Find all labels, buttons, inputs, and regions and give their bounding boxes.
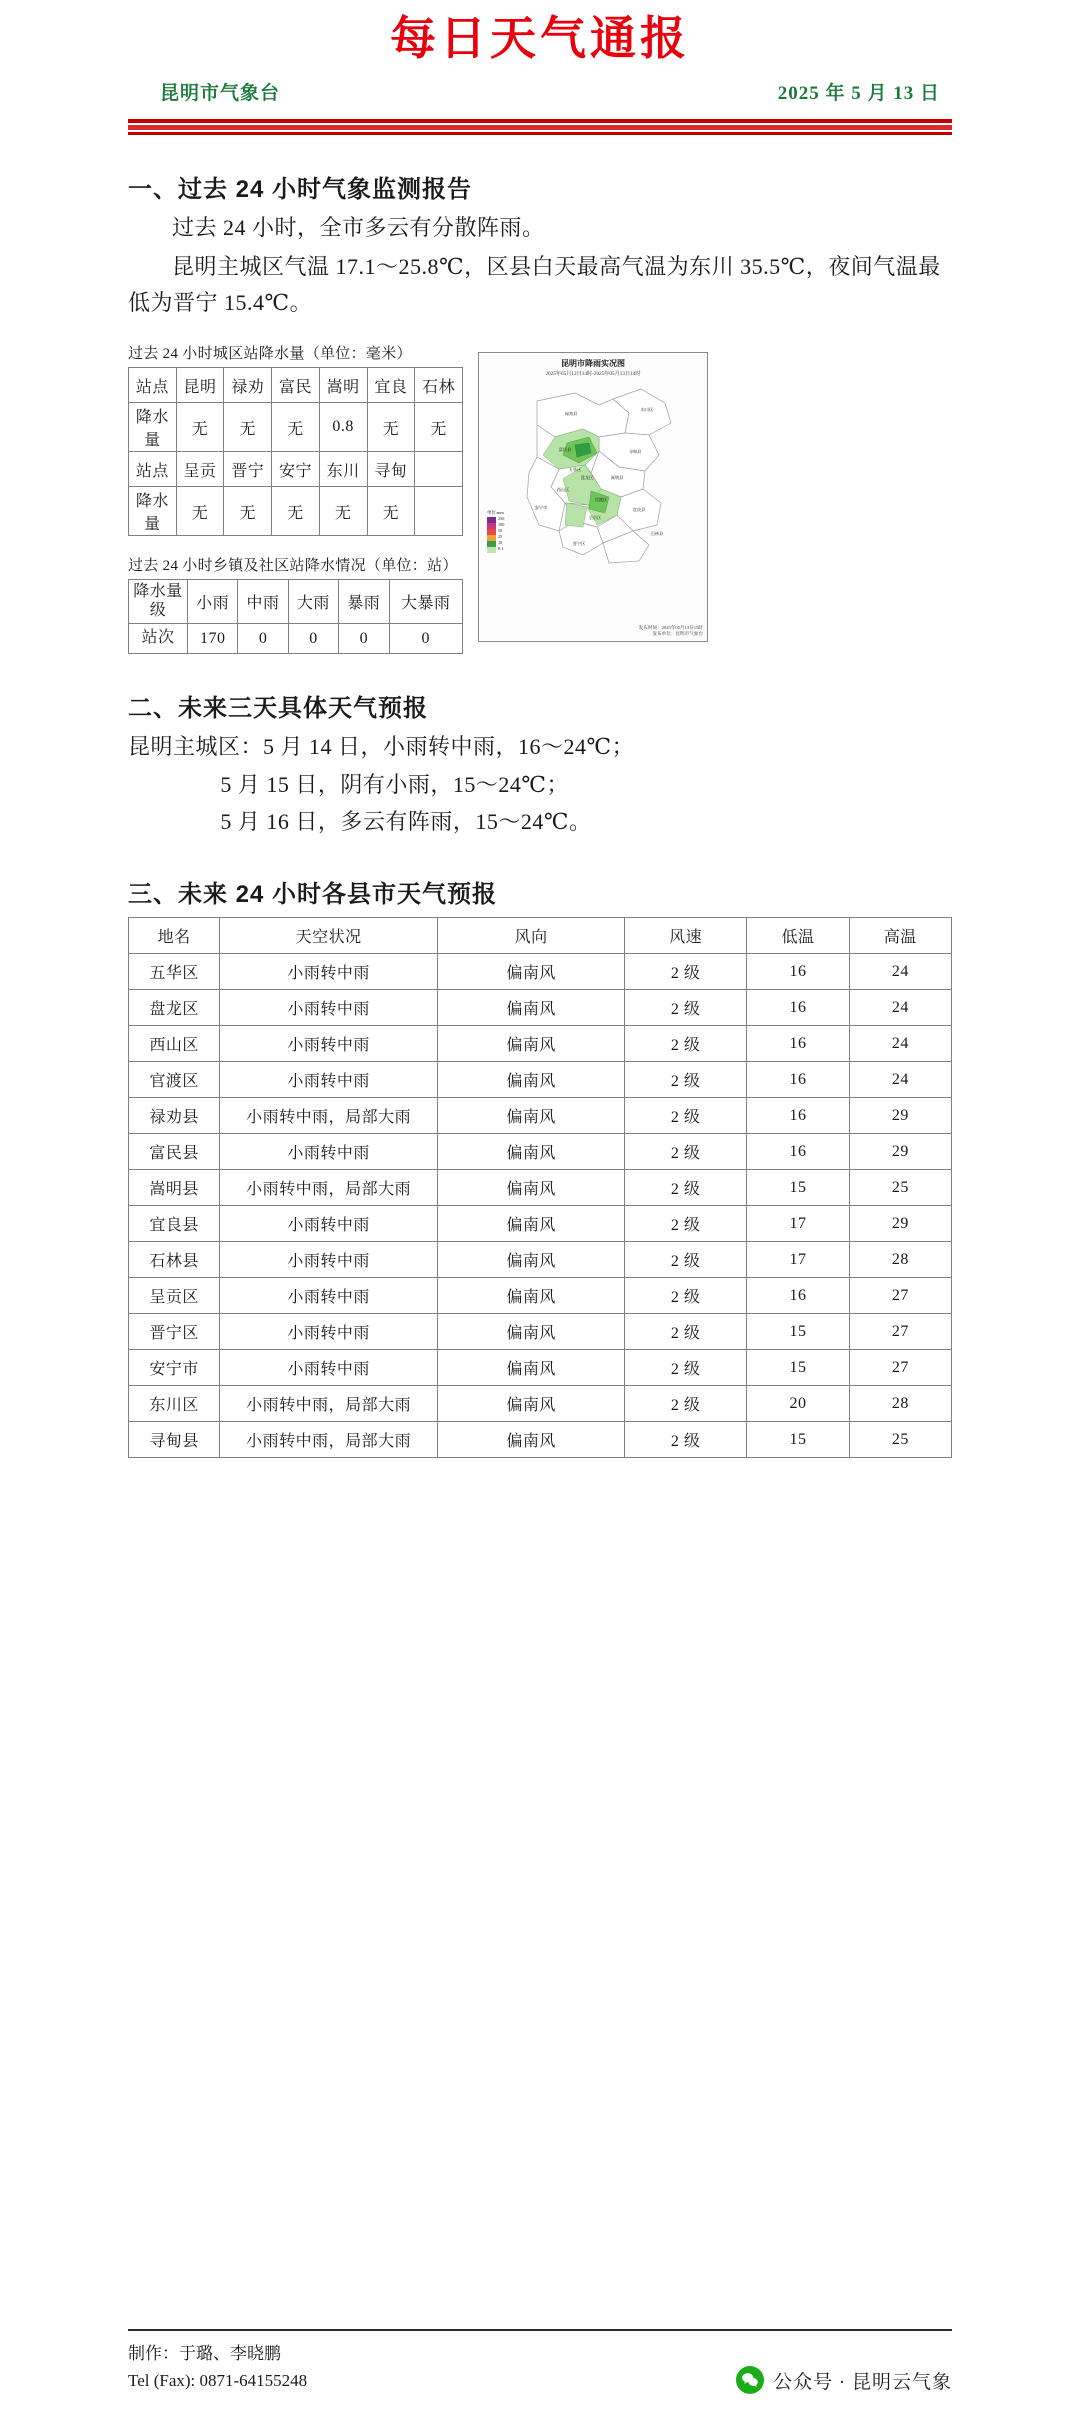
cell-high-temp: 29 (849, 1098, 951, 1134)
cell: 无 (176, 487, 224, 536)
cell-low-temp: 17 (747, 1206, 849, 1242)
cell: 站点 (129, 452, 177, 487)
cell: 小雨 (188, 580, 238, 624)
cell-wind-direction: 偏南风 (438, 1386, 625, 1422)
cell-low-temp: 16 (747, 1062, 849, 1098)
cell-name: 东川区 (129, 1386, 220, 1422)
table-row (129, 452, 463, 487)
legend-tick: 100 (498, 522, 505, 528)
cell-sky: 小雨转中雨 (220, 1278, 438, 1314)
cell-wind-direction: 偏南风 (438, 1314, 625, 1350)
cell-wind-speed: 2 级 (624, 1134, 746, 1170)
cell-sky: 小雨转中雨 (220, 1314, 438, 1350)
table-row (129, 1386, 952, 1422)
cell-low-temp: 15 (747, 1314, 849, 1350)
legend-tick: 25 (498, 534, 503, 540)
cell-low-temp: 16 (747, 990, 849, 1026)
cell-low-temp: 15 (747, 1170, 849, 1206)
map-label: 西山区 (556, 487, 570, 493)
page-footer (128, 2329, 952, 2394)
cell-name: 晋宁区 (129, 1314, 220, 1350)
cell-name: 富民县 (129, 1134, 220, 1170)
map-footer (639, 625, 703, 639)
forecast-line-day2: 5 月 15 日，阴有小雨，15～24℃； (220, 771, 570, 797)
cell-wind-direction: 偏南风 (438, 1422, 625, 1458)
cell-high-temp: 24 (849, 954, 951, 990)
cell-low-temp: 16 (747, 1026, 849, 1062)
cell-wind-direction: 偏南风 (438, 1062, 625, 1098)
cell-low-temp: 20 (747, 1386, 849, 1422)
table-row (129, 954, 952, 990)
cell-wind-speed: 2 级 (624, 1422, 746, 1458)
precipitation-table (128, 367, 463, 536)
cell-wind-speed: 2 级 (624, 1170, 746, 1206)
section-1-data-row (128, 324, 952, 654)
table-row (129, 1134, 952, 1170)
cell-high-temp: 25 (849, 1170, 951, 1206)
map-label: 呈贡区 (588, 515, 602, 521)
footer-divider (128, 2329, 952, 2331)
legend-title: 单位:mm (487, 510, 504, 516)
table-row (129, 487, 463, 536)
cell-name: 五华区 (129, 954, 220, 990)
section-1-heading: 一、过去 24 小时气象监测报告 (128, 175, 473, 203)
cell: 无 (272, 487, 320, 536)
table-row (129, 990, 952, 1026)
cell-low-temp: 17 (747, 1242, 849, 1278)
cell: 呈贡 (176, 452, 224, 487)
cell: 安宁 (272, 452, 320, 487)
map-title: 昆明市降雨实况图 (561, 359, 625, 369)
header-subline (0, 68, 1080, 105)
cell-wind-speed: 2 级 (624, 954, 746, 990)
cell: 无 (176, 403, 224, 452)
legend-tick: 250 (498, 516, 505, 522)
cell-wind-direction: 偏南风 (438, 1278, 625, 1314)
cell-high-temp: 29 (849, 1134, 951, 1170)
cell: 无 (367, 403, 415, 452)
cell-high-temp: 28 (849, 1386, 951, 1422)
cell-sky: 小雨转中雨 (220, 990, 438, 1026)
cell: 昆明 (176, 368, 224, 403)
table-row (129, 1026, 952, 1062)
cell-sky: 小雨转中雨，局部大雨 (220, 1170, 438, 1206)
legend-tick: 50 (498, 528, 503, 534)
cell-wind-speed: 2 级 (624, 1278, 746, 1314)
cell: 无 (319, 487, 367, 536)
header-divider (128, 119, 952, 135)
cell-wind-speed: 2 级 (624, 1314, 746, 1350)
map-label: 五华区 (568, 467, 582, 473)
cell: 0 (238, 624, 288, 654)
cell-sky: 小雨转中雨 (220, 1242, 438, 1278)
cell: 嵩明 (319, 368, 367, 403)
forecast-line-day3: 5 月 16 日，多云有阵雨，15～24℃。 (220, 809, 592, 835)
cell: 大暴雨 (389, 580, 463, 624)
table-row (129, 1062, 952, 1098)
cell: 暴雨 (339, 580, 389, 624)
cell-low-temp: 16 (747, 1278, 849, 1314)
cell: 0.8 (319, 403, 367, 452)
cell-sky: 小雨转中雨 (220, 1134, 438, 1170)
map-label: 盘龙区 (580, 475, 594, 481)
column-header-low-temp: 低温 (747, 918, 849, 954)
cell-wind-speed: 2 级 (624, 1242, 746, 1278)
cell-high-temp: 27 (849, 1278, 951, 1314)
map-label: 东川区 (640, 407, 654, 413)
cell (415, 452, 463, 487)
cell: 大雨 (288, 580, 338, 624)
cell: 无 (367, 487, 415, 536)
map-label: 官渡区 (594, 497, 608, 503)
cell-wind-direction: 偏南风 (438, 1098, 625, 1134)
cell: 无 (415, 403, 463, 452)
grade-table-caption: 过去 24 小时乡镇及社区站降水情况（单位：站） (128, 558, 458, 575)
table-row (129, 1242, 952, 1278)
map-issue-unit: 发布单位：昆明市气象台 (652, 631, 703, 637)
cell (415, 487, 463, 536)
cell-wind-direction: 偏南风 (438, 954, 625, 990)
column-header-wind-direction: 风向 (438, 918, 625, 954)
cell-name: 宜良县 (129, 1206, 220, 1242)
cell: 降水量级 (129, 580, 188, 624)
table-row (129, 1422, 952, 1458)
column-header-sky: 天空状况 (220, 918, 438, 954)
cell-wind-direction: 偏南风 (438, 1134, 625, 1170)
map-label: 富民县 (558, 447, 572, 453)
table-row (129, 580, 463, 624)
cell: 站点 (129, 368, 177, 403)
cell-low-temp: 16 (747, 1134, 849, 1170)
cell: 170 (188, 624, 238, 654)
map-subtitle: 2025年05月12日14时-2025年05月13日14时 (545, 371, 641, 378)
cell-wind-speed: 2 级 (624, 1206, 746, 1242)
cell-sky: 小雨转中雨，局部大雨 (220, 1386, 438, 1422)
table-row (129, 368, 463, 403)
cell-high-temp: 24 (849, 990, 951, 1026)
cell: 禄劝 (224, 368, 272, 403)
rain-grade-table (128, 579, 463, 654)
cell-wind-speed: 2 级 (624, 1026, 746, 1062)
map-label: 石林县 (650, 531, 664, 537)
section-1-para-1: 过去 24 小时，全市多云有分散阵雨。 (172, 214, 545, 240)
cell-wind-direction: 偏南风 (438, 1350, 625, 1386)
cell-wind-speed: 2 级 (624, 990, 746, 1026)
map-label: 禄劝县 (564, 411, 578, 417)
footer-producer: 制作：于璐、李晓鹏 (128, 2344, 281, 2364)
issuer-label: 昆明市气象台 (160, 82, 281, 104)
cell-low-temp: 15 (747, 1350, 849, 1386)
section-3-heading: 三、未来 24 小时各县市天气预报 (128, 881, 498, 909)
cell-high-temp: 29 (849, 1206, 951, 1242)
map-label: 宜良县 (632, 507, 646, 513)
cell: 寻甸 (367, 452, 415, 487)
county-forecast-body (129, 954, 952, 1458)
cell-wind-speed: 2 级 (624, 1098, 746, 1134)
precip-table-caption: 过去 24 小时城区站降水量（单位：毫米） (128, 346, 412, 363)
issue-date: 2025 年 5 月 13 日 (777, 82, 940, 104)
cell-wind-speed: 2 级 (624, 1062, 746, 1098)
cell: 0 (389, 624, 463, 654)
column-header-high-temp: 高温 (849, 918, 951, 954)
table-row (129, 1170, 952, 1206)
cell-high-temp: 27 (849, 1350, 951, 1386)
forecast-line-day1: 昆明主城区：5 月 14 日，小雨转中雨，16～24℃； (128, 734, 635, 760)
cell: 0 (339, 624, 389, 654)
county-forecast-table (128, 917, 952, 1458)
cell: 宜良 (367, 368, 415, 403)
legend-tick: 10 (498, 540, 503, 546)
table-row (129, 1206, 952, 1242)
wechat-label: 公众号 · 昆明云气象 (773, 2371, 952, 2393)
wechat-icon (736, 2366, 764, 2394)
cell-high-temp: 25 (849, 1422, 951, 1458)
cell-high-temp: 24 (849, 1026, 951, 1062)
map-label: 嵩明县 (610, 475, 624, 481)
cell-sky: 小雨转中雨 (220, 1026, 438, 1062)
section-2-heading: 二、未来三天具体天气预报 (128, 695, 428, 723)
cell-wind-direction: 偏南风 (438, 1206, 625, 1242)
cell-wind-speed: 2 级 (624, 1386, 746, 1422)
cell-name: 安宁市 (129, 1350, 220, 1386)
section-1-para-2: 昆明主城区气温 17.1～25.8℃，区县白天最高气温为东川 35.5℃，夜间气温最低为晋宁 15.4℃。 (128, 254, 941, 315)
page-title: 每日天气通报 (390, 12, 690, 64)
cell-low-temp: 16 (747, 954, 849, 990)
cell-sky: 小雨转中雨 (220, 954, 438, 990)
rainfall-map (478, 352, 708, 642)
cell: 降水量 (129, 403, 177, 452)
map-legend (487, 510, 547, 553)
map-label: 晋宁区 (572, 541, 586, 547)
cell-name: 盘龙区 (129, 990, 220, 1026)
cell: 无 (224, 487, 272, 536)
column-header-name: 地名 (129, 918, 220, 954)
table-row (129, 624, 463, 654)
cell: 东川 (319, 452, 367, 487)
wechat-glyph (741, 2371, 759, 2389)
wechat-account[interactable] (736, 2366, 952, 2394)
cell-wind-direction: 偏南风 (438, 990, 625, 1026)
footer-credits (128, 2341, 307, 2394)
cell-high-temp: 28 (849, 1242, 951, 1278)
cell: 站次 (129, 624, 188, 654)
cell-name: 嵩明县 (129, 1170, 220, 1206)
section-1-tables (128, 324, 468, 654)
table-row (129, 1278, 952, 1314)
cell: 0 (288, 624, 338, 654)
cell: 无 (224, 403, 272, 452)
cell-sky: 小雨转中雨，局部大雨 (220, 1098, 438, 1134)
table-row (129, 1314, 952, 1350)
cell-wind-speed: 2 级 (624, 1350, 746, 1386)
cell-name: 西山区 (129, 1026, 220, 1062)
cell-low-temp: 16 (747, 1098, 849, 1134)
legend-color-bar (487, 516, 505, 553)
cell: 石林 (415, 368, 463, 403)
table-row (129, 1350, 952, 1386)
cell-high-temp: 27 (849, 1314, 951, 1350)
column-header-wind-speed: 风速 (624, 918, 746, 954)
cell-sky: 小雨转中雨 (220, 1062, 438, 1098)
cell-name: 禄劝县 (129, 1098, 220, 1134)
cell-name: 石林县 (129, 1242, 220, 1278)
cell-wind-direction: 偏南风 (438, 1026, 625, 1062)
cell: 晋宁 (224, 452, 272, 487)
cell-sky: 小雨转中雨 (220, 1350, 438, 1386)
cell-low-temp: 15 (747, 1422, 849, 1458)
legend-tick: 0.1 (498, 546, 504, 552)
footer-tel: Tel (Fax): 0871-64155248 (128, 2370, 308, 2390)
cell-high-temp: 24 (849, 1062, 951, 1098)
map-label: 寻甸县 (628, 449, 642, 455)
table-header-row (129, 918, 952, 954)
cell: 富民 (272, 368, 320, 403)
cell-name: 官渡区 (129, 1062, 220, 1098)
cell-sky: 小雨转中雨，局部大雨 (220, 1422, 438, 1458)
table-row (129, 403, 463, 452)
map-canvas (479, 379, 707, 579)
cell-sky: 小雨转中雨 (220, 1206, 438, 1242)
cell: 无 (272, 403, 320, 452)
cell: 中雨 (238, 580, 288, 624)
map-label: 安宁市 (534, 505, 548, 511)
cell-wind-direction: 偏南风 (438, 1170, 625, 1206)
cell: 降水量 (129, 487, 177, 536)
rainfall-map-container (478, 324, 708, 642)
cell-name: 寻甸县 (129, 1422, 220, 1458)
map-issue-time: 发布时间：2025年05月13日15时 (638, 624, 703, 630)
table-row (129, 1098, 952, 1134)
cell-wind-direction: 偏南风 (438, 1242, 625, 1278)
cell-name: 呈贡区 (129, 1278, 220, 1314)
